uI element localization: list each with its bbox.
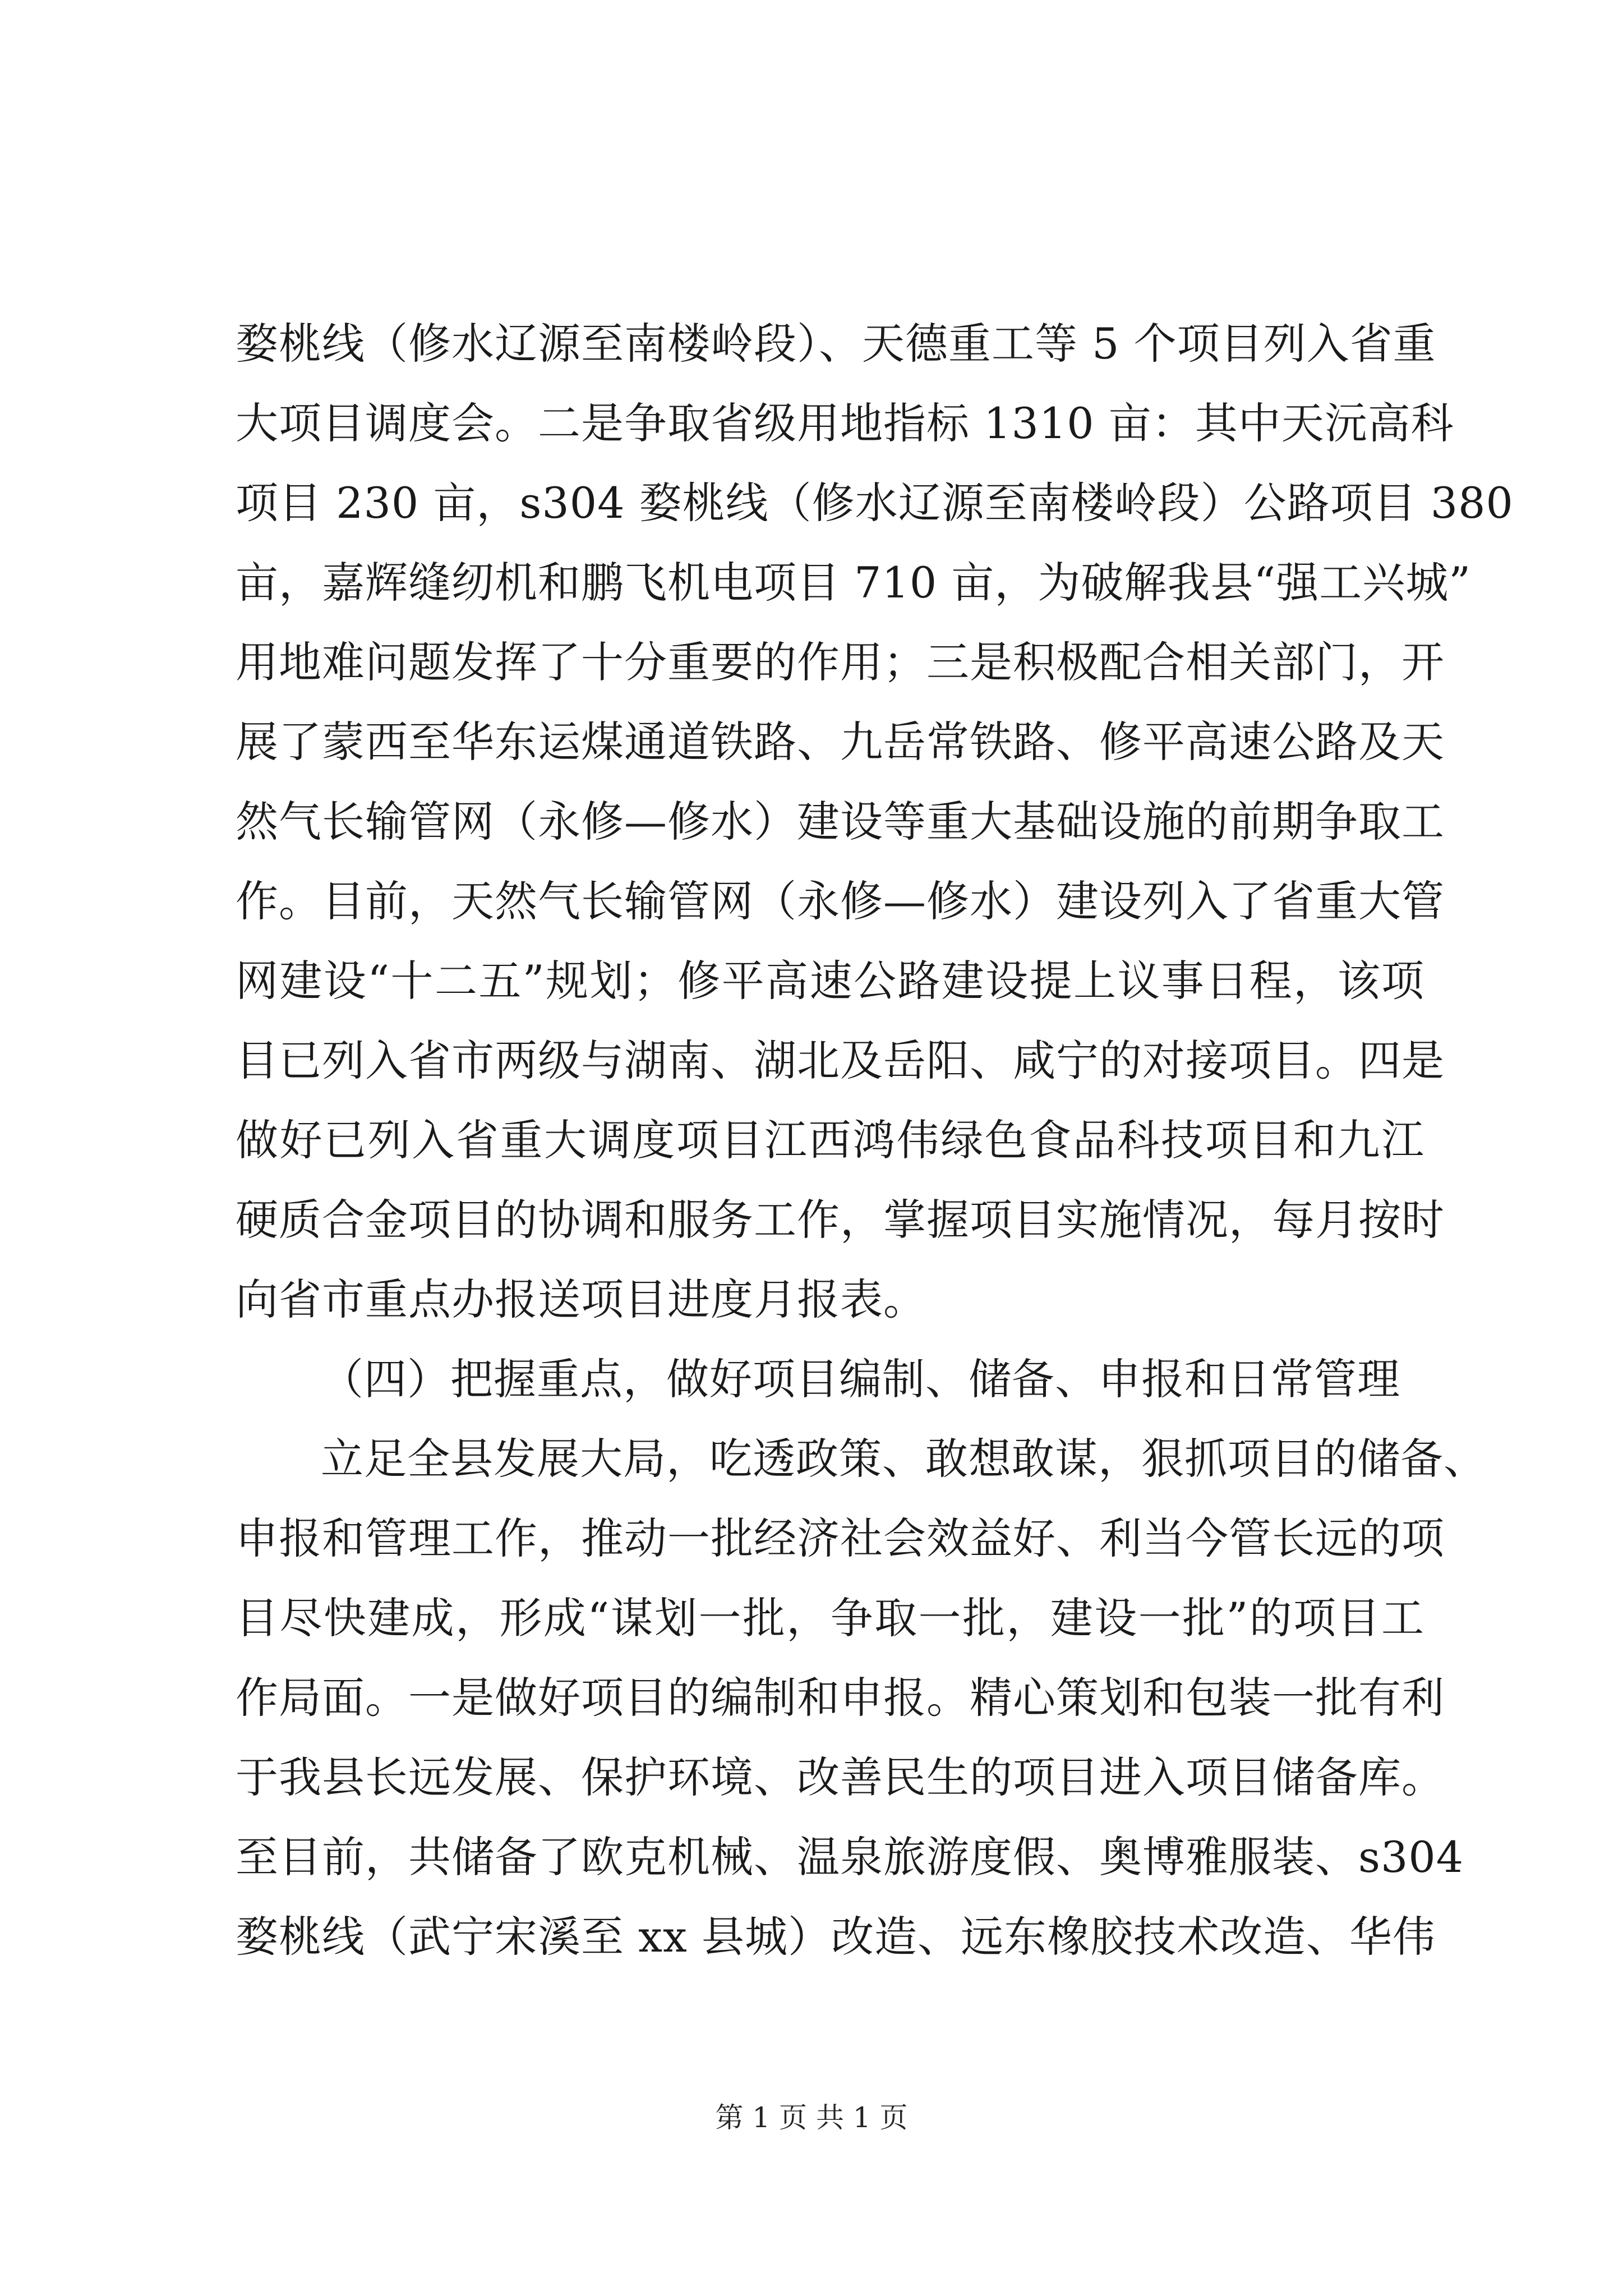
page-footer (0, 2101, 1623, 2134)
text-line: 于我县长远发展、保护环境、改善民生的项目进入项目储备库。 (236, 1752, 1445, 1802)
body-text (236, 304, 1514, 1977)
text-line: 展了蒙西至华东运煤通道铁路、九岳常铁路、修平高速公路及天 (236, 717, 1445, 767)
text-line: 项目 230 亩，s304 婺桃线（修水辽源至南楼岭段）公路项目 380 (236, 478, 1514, 528)
text-line: 至目前，共储备了欧克机械、温泉旅游度假、奥博雅服装、s304 (236, 1832, 1464, 1882)
paragraph-first-line: 立足全县发展大局，吃透政策、敢想敢谋，狠抓项目的储备、 (321, 1434, 1487, 1484)
text-line: 网建设“十二五”规划；修平高速公路建设提上议事日程，该项 (236, 956, 1424, 1006)
text-line: 大项目调度会。二是争取省级用地指标 1310 亩：其中天沅高科 (236, 398, 1454, 448)
section-heading: （四）把握重点，做好项目编制、储备、申报和日常管理 (321, 1354, 1400, 1404)
text-line: 目尽快建成，形成“谋划一批，争取一批，建设一批”的项目工 (236, 1593, 1424, 1643)
text-line: 申报和管理工作，推动一批经济社会效益好、利当今管长远的项 (236, 1513, 1445, 1563)
text-line: 作局面。一是做好项目的编制和申报。精心策划和包装一批有利 (236, 1673, 1445, 1723)
text-line: 目已列入省市两级与湖南、湖北及岳阳、咸宁的对接项目。四是 (236, 1036, 1445, 1085)
text-line: 硬质合金项目的协调和服务工作，掌握项目实施情况，每月按时 (236, 1195, 1445, 1245)
text-line: 作。目前，天然气长输管网（永修—修水）建设列入了省重大管 (236, 876, 1445, 926)
text-line: 然气长输管网（永修—修水）建设等重大基础设施的前期争取工 (236, 797, 1445, 846)
text-line: 婺桃线（武宁宋溪至 xx 县城）改造、远东橡胶技术改造、华伟 (236, 1912, 1436, 1962)
text-line: 向省市重点办报送项目进度月报表。 (236, 1274, 926, 1324)
text-line: 做好已列入省重大调度项目江西鸿伟绿色食品科技项目和九江 (236, 1115, 1424, 1165)
text-line: 亩，嘉辉缝纫机和鹏飞机电项目 710 亩，为破解我县“强工兴城” (236, 558, 1472, 608)
text-line: 用地难问题发挥了十分重要的作用；三是积极配合相关部门，开 (236, 637, 1445, 687)
text-line: 婺桃线（修水辽源至南楼岭段）、天德重工等 5 个项目列入省重 (236, 319, 1436, 369)
page-number: 第 1 页 共 1 页 (715, 2101, 908, 2134)
